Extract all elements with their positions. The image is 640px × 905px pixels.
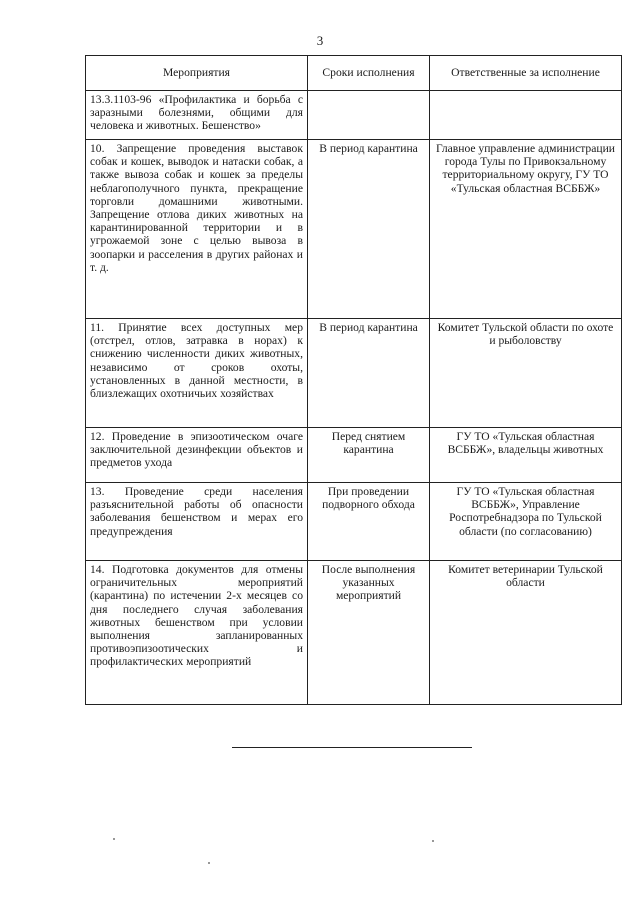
measure-cell: 12. Проведение в эпизоотическом очаге заключительной дезинфекции объектов и предметов ухода	[86, 428, 308, 483]
page-number: 3	[316, 33, 324, 48]
table-row	[86, 428, 622, 483]
header-measures: Мероприятия	[86, 56, 308, 91]
table-header-row	[86, 56, 622, 91]
measure-cell: 13.3.1103-96 «Профилактика и борьба с заразными болезнями, общими для человека и животных. Бешенство»	[86, 91, 308, 140]
table-row	[86, 483, 622, 561]
deadline-cell: При проведении подворного обхода	[308, 483, 430, 561]
responsible-cell	[430, 91, 622, 140]
measure-cell: 14. Подготовка документов для отмены ограничительных мероприятий (карантина) по истечении 2-х месяцев со дня последнего случая заболевания животных бешенством при условии выполнения запланированных противоэпизоотических и профилактических мероприятий	[86, 561, 308, 705]
measures-table	[85, 55, 622, 705]
responsible-cell: Комитет ветеринарии Тульской области	[430, 561, 622, 705]
responsible-cell: Главное управление администрации города Тулы по Привокзальному территориальному округу, ГУ ТО «Тульская областная ВСББЖ»	[430, 140, 622, 319]
scan-speck	[113, 838, 115, 840]
deadline-cell: В период карантина	[308, 140, 430, 319]
scan-speck	[208, 862, 210, 864]
deadline-cell: После выполнения указанных мероприятий	[308, 561, 430, 705]
scan-speck	[432, 840, 434, 842]
responsible-cell: ГУ ТО «Тульская областная ВСББЖ», Управление Роспотребнадзора по Тульской области (по согласованию)	[430, 483, 622, 561]
deadline-cell: Перед снятием карантина	[308, 428, 430, 483]
deadline-cell	[308, 91, 430, 140]
table-row	[86, 140, 622, 319]
table-row	[86, 319, 622, 428]
header-responsible: Ответственные за исполнение	[430, 56, 622, 91]
table-row	[86, 91, 622, 140]
measure-cell: 11. Принятие всех доступных мер (отстрел, отлов, затравка в норах) к снижению численности диких животных, независимо от сроков охоты, установленных в данной местности, в близлежащих охотничьих хозяйствах	[86, 319, 308, 428]
responsible-cell: Комитет Тульской области по охоте и рыболовству	[430, 319, 622, 428]
closing-divider-line	[232, 747, 472, 748]
measure-cell: 13. Проведение среди населения разъяснительной работы об опасности заболевания бешенством и мерах его предупреждения	[86, 483, 308, 561]
header-deadlines: Сроки исполнения	[308, 56, 430, 91]
responsible-cell: ГУ ТО «Тульская областная ВСББЖ», владельцы животных	[430, 428, 622, 483]
deadline-cell: В период карантина	[308, 319, 430, 428]
table-row	[86, 561, 622, 705]
measure-cell: 10. Запрещение проведения выставок собак и кошек, выводок и натаски собак, а также вывоза собак и кошек за пределы неблагополучного пункта, прекращение торговли домашними животными. Запрещение отлова диких животных на карантинированной территории и в угрожаемой зоне с целью вывоза в зоопарки и расселения в других районах и т. д.	[86, 140, 308, 319]
